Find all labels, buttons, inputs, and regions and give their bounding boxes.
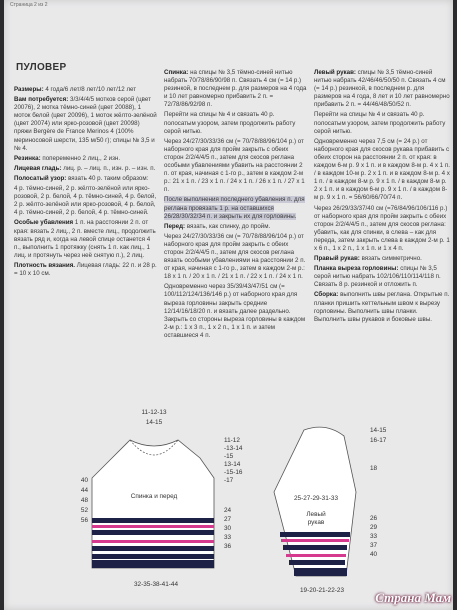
paragraph: [314, 111, 450, 135]
paragraph: [14, 96, 157, 153]
dim-label: 40: [80, 477, 88, 484]
para-text: Одновременно через 35/39/43/47/51 см (= 100/112/124/136/146 р.) от наборного края для выреза горловины закрыть средние 12/14/16/18/20 п. и вязать далее раздельно. Закрыть со стороны выреза горловины в каждом 2-м р.: 1 х 3 п., 1 х 2 п., 1 х 1 п. и затем оставшиеся 4 п.: [164, 283, 306, 339]
paragraph: [164, 283, 307, 340]
page-title: ПУЛОВЕР: [16, 62, 67, 73]
dim-label: 36: [224, 543, 232, 550]
para-label: Спинка:: [164, 69, 189, 76]
schematics: [4, 400, 453, 600]
para-text: спицы № 3,5 серой нитью набрать 102/106/110/114/118 п. Связать 8 р. резинкой и отложить п.: [314, 265, 441, 289]
paragraph: [314, 69, 450, 109]
dim-label: 26: [370, 515, 378, 522]
dim-label: 37: [370, 542, 378, 549]
dim-label: 48: [80, 497, 88, 504]
para-text: Через 26/29/33/37/40 см (=76/84/96/106/116 р.) от наборного края для пройм закрыть с обеих сторон 2/2/4/4/5 п., затем для скосов реглана: убавить, как для спинки, в слева – как для переда, затем закрыть слева в каждом 2-м р. 1 х 6 п., 1 х 2 п., 1 х 1 п. и 1 х 4 п.: [314, 204, 450, 252]
stripe-navy: [92, 530, 214, 535]
ribbing: [294, 568, 347, 576]
para-text: Одновременно через 7,5 см (= 24 р.) от наборного края для скосов рукава прибавить с обеих сторон на расстоянии 2 п. от края: в каждом 6-м р. 9 х 1 п. и в каждом 8-м р. 4 х 1 п. / в каждом 10-м р. 2 х 1 п. и в каждом 8-м р. 4 х 1 п. / в каждом 8-м р. 9 х 1 п. / в каждом 8-м р. 2 х 1 п. и в каждом 6-м р. 9 х 1 п. / в каждом 8-м р. 9 х 1 п. = 56/60/66/70/74 п.: [314, 137, 450, 202]
dim-label: 56: [80, 517, 88, 524]
piece-name: Левый: [306, 511, 326, 518]
paragraph: [14, 165, 157, 173]
para-label: Размеры:: [14, 86, 44, 93]
dim-label: 33: [224, 534, 232, 541]
para-text: 3/3/4/4/5 мотков серой (цвет 20076), 2 мотка тёмно-синей (цвет 20088), 1 моток белой (цвет 20096), 1 моток жёлто-зелёной (цвет 20074) или ярко-розовой (цвет 20098) пряжи Bergère de France Merinos 4 (100% мериносовой шерсти, 135 м/50 г); спицы № 3,5 и № 4.: [14, 96, 157, 152]
dim-label: 24: [224, 507, 232, 514]
dim-label: 18: [370, 465, 378, 472]
para-label: Левый рукав:: [314, 69, 356, 76]
dim-label: 32-35-38-41-44: [133, 581, 179, 588]
paragraph: [14, 219, 157, 259]
piece-name: рукав: [307, 519, 325, 526]
paragraph: [164, 233, 307, 282]
para-label: Особые убавления: [14, 219, 74, 227]
para-text: 4 года/6 лет/8 лет/10 лет/12 лет: [45, 86, 137, 93]
para-text: Через 24/27/30/33/36 см (= 70/78/88/96/104 р.) от наборного края для пройм закрыть с обеих сторон 2/2/4/4/5 п., затем для скосов реглана вязать особыми убавлениями на расстоянии 2 п. от края, начиная с 1-го р., затем в каждом 2-м р.: 18 х 1 п. / 20 х 1 п. / 21 х 1 п. / 22 х 1 п. / 24 х 1 п.: [164, 232, 306, 281]
paragraph: [314, 265, 450, 289]
page-header: Страница 2 из 2: [10, 2, 48, 8]
paragraph: [14, 155, 157, 163]
dim-label: 29: [370, 524, 378, 531]
paragraph: [164, 111, 307, 135]
para-text: Перейти на спицы № 4 и связать 40 р. полосатым узором, затем продолжить работу серой нитью.: [164, 111, 296, 135]
para-text: После выполнения последнего убавления п. для реглана провязать 1 р. на оставшихся 26/28/30/32/34 п. и закрыть их для горловины.: [164, 196, 305, 220]
para-label: Перед:: [164, 222, 186, 230]
stripe-pink: [92, 540, 214, 543]
dim-label: -17: [224, 477, 234, 484]
para-text: вязать 40 р. таким образом:: [68, 174, 149, 182]
sleeve-schematic: [274, 427, 387, 594]
dim-label: 25-27-29-31-33: [293, 495, 339, 502]
dim-label: 30: [224, 525, 232, 532]
column-1: [14, 86, 157, 280]
para-text: вязать симметрично.: [361, 255, 422, 263]
stripe-pink: [281, 539, 349, 542]
dim-label: -15-16: [224, 469, 243, 476]
para-label: Планка выреза горловины:: [314, 265, 399, 273]
stripe-navy: [92, 554, 214, 559]
para-label: Лицевая гладь:: [14, 164, 62, 172]
dim-label: -13-14: [224, 445, 243, 452]
paragraph: [164, 138, 307, 195]
para-text: Перейти на спицы № 4 и связать 40 р. полосатым узором, затем продолжить работу серой нитью.: [314, 111, 446, 135]
paragraph: [314, 291, 450, 323]
paragraph: [14, 262, 157, 278]
watermark-logo: Страна Мам: [375, 590, 451, 605]
dim-label: 11-12-13: [141, 409, 167, 416]
paragraph: [164, 223, 307, 231]
para-text: 4 р. тёмно-синей, 2 р. жёлто-зелёной или ярко-розовой, 2 р. белой, 4 р. тёмно-синей, 4 р. белой, 2 р. жёлто-зелёной или ярко-розовой, 4 р. белой, 4 р. тёмно-синей, 2 р. белой, 4 р. тёмно-синей.: [14, 185, 157, 217]
para-label: Правый рукав:: [314, 255, 360, 263]
para-text: вязать, как спинку, до пройм.: [186, 222, 271, 230]
stripe-navy: [289, 560, 345, 565]
column-2: [164, 69, 307, 342]
paragraph: [14, 185, 157, 217]
document-page: [4, 0, 453, 610]
para-text: попеременно 2 лиц., 2 изн.: [42, 154, 121, 162]
para-text: выполнить швы реглана. Открытые п. планки пришить кеттельным швом к вырезу горловины. Выполнить швы планки. Выполнить швы рукавов и боковые швы.: [314, 291, 450, 323]
para-label: Вам потребуется:: [14, 96, 69, 104]
paragraph: [14, 175, 157, 183]
body-schematic: [81, 409, 243, 588]
dim-label: 40: [370, 551, 378, 558]
dim-label: 52: [80, 507, 88, 514]
stripe-navy: [92, 518, 214, 523]
stripe-pink: [286, 554, 346, 557]
dim-label: 11-12: [224, 437, 240, 444]
paragraph: [314, 255, 450, 263]
dim-label: -15: [224, 453, 234, 460]
paragraph: [164, 196, 307, 220]
dim-label: 13-14: [224, 461, 241, 468]
paragraph: [314, 205, 450, 254]
ribbing: [92, 560, 214, 568]
para-label: Сборка:: [314, 291, 339, 299]
paragraph: [14, 86, 157, 94]
dim-label: 16-17: [370, 437, 387, 444]
paragraph: [314, 138, 450, 203]
dim-label: 33: [370, 533, 378, 540]
stripe-navy: [280, 532, 350, 537]
para-text: 1 п. на расстоянии 2 п. от края: вязать 2 лиц., 2 п. вместе лиц., продолжить вязать ряд и, когда на левой спице останется 4 п., выполнить 1 протяжку (снять 1 п. как лиц., 1 лиц. и протянуть через неё снятую п.), 2 лиц.: [14, 219, 156, 259]
dim-label: 14-15: [370, 427, 387, 434]
para-label: Резинка:: [14, 154, 41, 162]
dim-label: 27: [224, 516, 232, 523]
para-text: спицы № 3,5 тёмно-синей нитью набрать 42/46/46/50/50 п. Связать 4 см (= 14 р.) резинкой, в последнем р. для размеров на 4 года, 8 лет и 10 лет равномерно прибавить 2 п. = 44/46/48/50/52 п.: [314, 69, 450, 109]
dim-label: 14-15: [145, 419, 163, 426]
stripe-pink: [92, 525, 214, 528]
para-text: лиц. р. – лиц. п., изн. р. – изн. п.: [63, 164, 156, 172]
para-text: Через 24/27/30/33/36 см (= 70/78/88/96/104 р.) от наборного края для пройм закрыть с обеих сторон 2/2/4/4/5 п., затем для скосов реглана особыми убавлениями убавить на расстоянии 2 п. от края, начиная с 1-го р., затем в каждом 2-м р.: 21 х 1 п. / 23 х 1 п. / 24 х 1 п. / 26 х 1 п. / 27 х 1 п.: [164, 137, 305, 194]
para-label: Плотность вязания.: [14, 261, 76, 269]
dim-label: 44: [80, 487, 88, 494]
piece-name: Спинка и перед: [130, 493, 178, 500]
para-text: на спицы № 3,5 тёмно-синей нитью набрать 70/78/86/90/98 п. Связать 4 см (= 14 р.) резинкой, в последнем р. для размеров на 4 года и 10 лет равномерно прибавить 2 п. = 72/78/86/92/98 п.: [164, 69, 307, 109]
para-label: Полосатый узор:: [14, 174, 67, 182]
para-text: Лицевая гладь: 22 п. и 28 р. = 10 х 10 см.: [14, 261, 157, 277]
paragraph: [164, 69, 307, 109]
stripe-navy: [283, 545, 347, 550]
dim-label: 19-20-21-22-23: [299, 587, 345, 594]
stripe-navy: [92, 546, 214, 551]
column-3: [314, 69, 450, 326]
